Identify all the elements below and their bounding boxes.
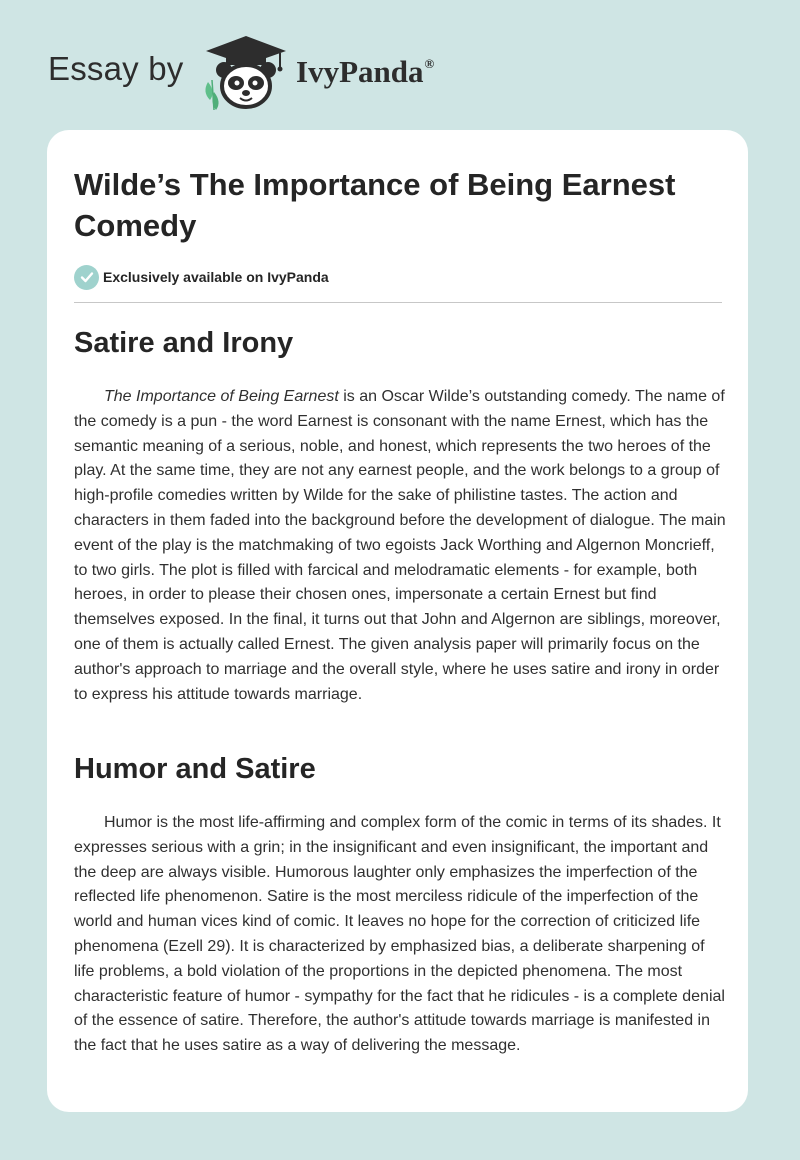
section-paragraph	[74, 385, 726, 707]
brand-logo-text[interactable]: IvyPanda®	[296, 54, 435, 89]
divider	[74, 302, 722, 303]
check-icon	[74, 265, 99, 290]
essay-card	[47, 130, 748, 1112]
panda-graduate-icon[interactable]	[200, 34, 292, 110]
registered-mark: ®	[424, 56, 435, 71]
section-paragraph: Humor is the most life-affirming and complex form of the comic in terms of its shades. It expresses serious with a grin; in the insignificant and even insignificant, the important and the deep are always visible. Humorous laughter only emphasizes the imperfection of the reflected life phenomenon. Satire is the most merciless ridicule of the imperfection of the world and human vices kind of comic. It leaves no hope for the correction of criticized life phenomena (Ezell 29). It is characterized by emphasized bias, a deliberate sharpening of life problems, a bold violation of the proportions in the depicted phenomena. The most characteristic feature of humor - sympathy for the fact that he ridicules - is a complete denial of the essence of satire. Therefore, the author's attitude towards marriage is manifested in the fact that he uses satire as a way of delivering the message.	[74, 814, 725, 1055]
section-heading: Satire and Irony	[74, 327, 294, 359]
site-header	[0, 0, 800, 130]
exclusive-badge	[74, 264, 329, 290]
essay-by-label: Essay by	[48, 50, 184, 87]
paragraph-text: is an Oscar Wilde’s outstanding comedy. The name of the comedy is a pun - the word Earnest is consonant with the name Ernest, which has the semantic meaning of a serious, noble, and honest, which represents the two heroes of the play. At the same time, they are not any earnest people, and the work belongs to a group of high-profile comedies written by Wilde for the sake of philistine tastes. The action and characters in them faded into the background before the development of dialogue. The main event of the play is the matchmaking of two egoists Jack Worthing and Algernon Moncrieff, to two girls. The plot is filled with farcical and melodramatic elements - for example, both heroes, in order to please their chosen ones, impersonate a certain Ernest but find themselves exposed. In the final, it turns out that John and Algernon are siblings, moreover, one of them is actually called Ernest. The given analysis paper will primarily focus on the author's approach to marriage and the overall style, where he uses satire and irony in order to express his attitude towards marriage.	[74, 388, 726, 703]
page-title: Wilde’s The Importance of Being Earnest Comedy	[74, 167, 676, 243]
badge-label: Exclusively available on IvyPanda	[103, 269, 329, 285]
play-title-italic: The Importance of Being Earnest	[104, 388, 339, 405]
section-heading: Humor and Satire	[74, 753, 316, 785]
